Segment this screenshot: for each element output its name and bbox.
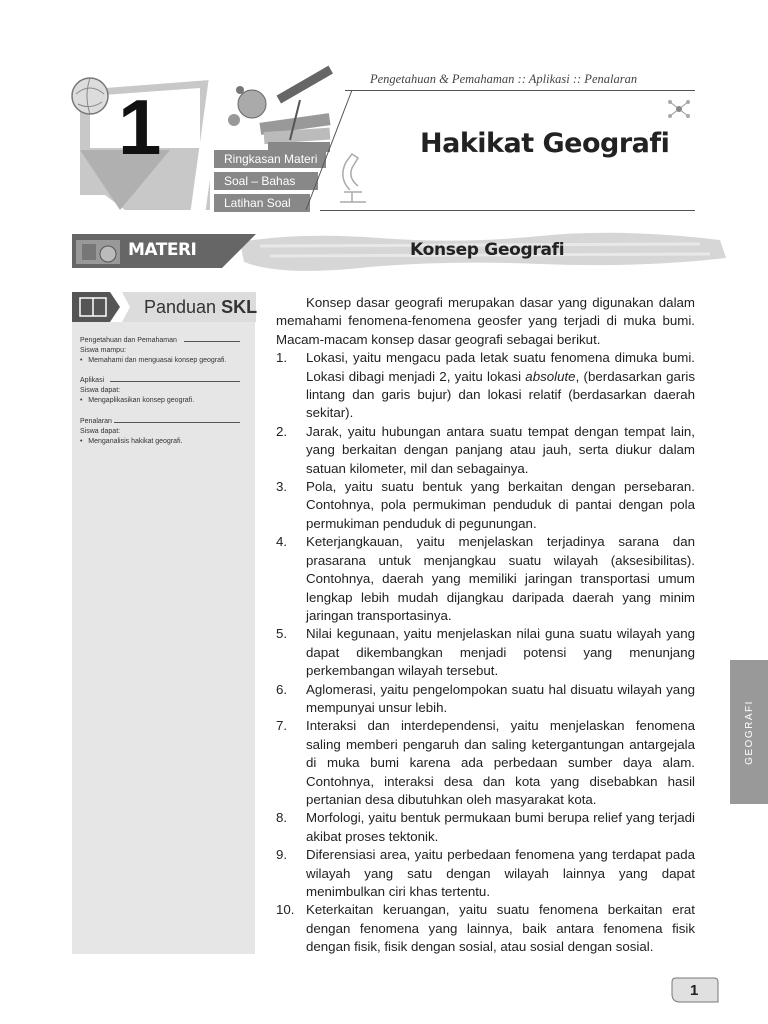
side-tab-label: GEOGRAFI [743,699,755,765]
page-number: 1 [690,982,699,999]
skl-sub: Siswa dapat: [80,387,121,394]
list-item: 6. Aglomerasi, yaitu pengelompokan suatu hal disuatu wilayah yang mempunyai unsur lebih. [276,681,695,715]
skl-sub: Siswa mampu: [80,347,126,354]
list-item: 10. Keterkaitan keruangan, yaitu suatu fenomena berkaitan erat dengan fenomena yang lainnya, baik antara fenomena fisik dengan fisik, fisik dengan sosial, atau sosial dengan sosial. [276,902,695,955]
chapter-number: 1 [118,83,162,171]
concept-list [276,349,695,956]
skl-heading-pengetahuan: Pengetahuan dan Pemahaman [80,337,177,344]
content-body [276,294,695,957]
list-item: 3. Pola, yaitu suatu bentuk yang berkaitan dengan persebaran. Contohnya, pola permukiman penduduk di pantai dengan pola permukiman penduduk di pegunungan. [276,479,695,531]
skl-levels: Pengetahuan & Pemahaman :: Aplikasi :: Penalaran [370,72,638,86]
nav-soal-bahas[interactable]: Soal – Bahas [214,172,318,190]
header-rule-top [345,90,695,91]
list-item: 1. Lokasi, yaitu mengacu pada letak suatu fenomena dimuka bumi. Lokasi dibagi menjadi 2, yaitu lokasi absolute, (berdasarkan garis lintang dan garis bujur) dan lokasi relatif (berdasarkan daerah sekitar). [276,350,695,421]
subject-side-tab [730,660,768,804]
list-item: 8. Morfologi, yaitu bentuk permukaan bumi berupa relief yang terjadi akibat proses tektonik. [276,810,695,844]
skl-heading-aplikasi: Aplikasi [80,377,105,384]
list-item: 7. Interaksi dan interdependensi, yaitu menjelaskan fenomena saling memberi pengaruh dan saling ketergantungan antargejala di muka bumi karena ada perbedaan sumber daya alam. Contohnya, interaksi desa dan kota yang disebabkan hasil pertanian desa dibutuhkan oleh masyarakat kota. [276,718,695,807]
skl-item: • Mengaplikasikan konsep geografi. [80,397,195,404]
book-icon [80,298,81,299]
list-item: 9. Diferensiasi area, yaitu perbedaan fenomena yang terdapat pada wilayah yang satu dengan wilayah lainnya yang dapat menimbulkan ciri khas tertentu. [276,847,695,899]
panduan-skl-label: Panduan SKL [144,297,258,317]
skl-sub: Siswa dapat: [80,428,121,435]
materi-label: MATERI [128,240,197,260]
page-title: Hakikat Geografi [420,128,670,159]
list-item: 4. Keterjangkauan, yaitu menjelaskan terjadinya sarana dan prasarana untuk menjangkau suatu wilayah (aksesibilitas). Contohnya, daerah yang memiliki jaringan transportasi umum lengkap lebih mudah dijangkau daripada daerah yang minim jaringan transportasinya. [276,534,695,623]
header-rule-bottom [320,210,695,211]
skl-heading-penalaran: Penalaran [80,418,112,425]
skl-item: • Menganalisis hakikat geografi. [80,438,183,445]
intro-paragraph: Konsep dasar geografi merupakan dasar yang digunakan dalam memahami fenomena-fenomena geosfer yang terjadi di muka bumi. Macam-macam konsep dasar geografi sebagai berikut. [276,295,695,347]
section-title: Konsep Geografi [410,240,565,260]
nav-latihan-soal[interactable]: Latihan Soal [214,194,310,212]
nav-ringkasan-materi[interactable]: Ringkasan Materi [214,150,326,168]
list-item: 5. Nilai kegunaan, yaitu menjelaskan nilai guna suatu wilayah yang dapat dikembangkan menjadi potensi yang menunjang perkembangan wilayah tersebut. [276,626,695,679]
skl-sidebar [72,322,255,954]
skl-item: • Memahami dan menguasai konsep geografi. [80,357,227,364]
microscope-icon [330,150,374,208]
molecule-icon [664,96,694,122]
list-item: 2. Jarak, yaitu hubungan antara suatu tempat dengan tempat lain, yang berkaitan dengan panjang atau jauh, serta diukur dalam satuan kilometer, mil dan sebagainya. [276,423,695,476]
